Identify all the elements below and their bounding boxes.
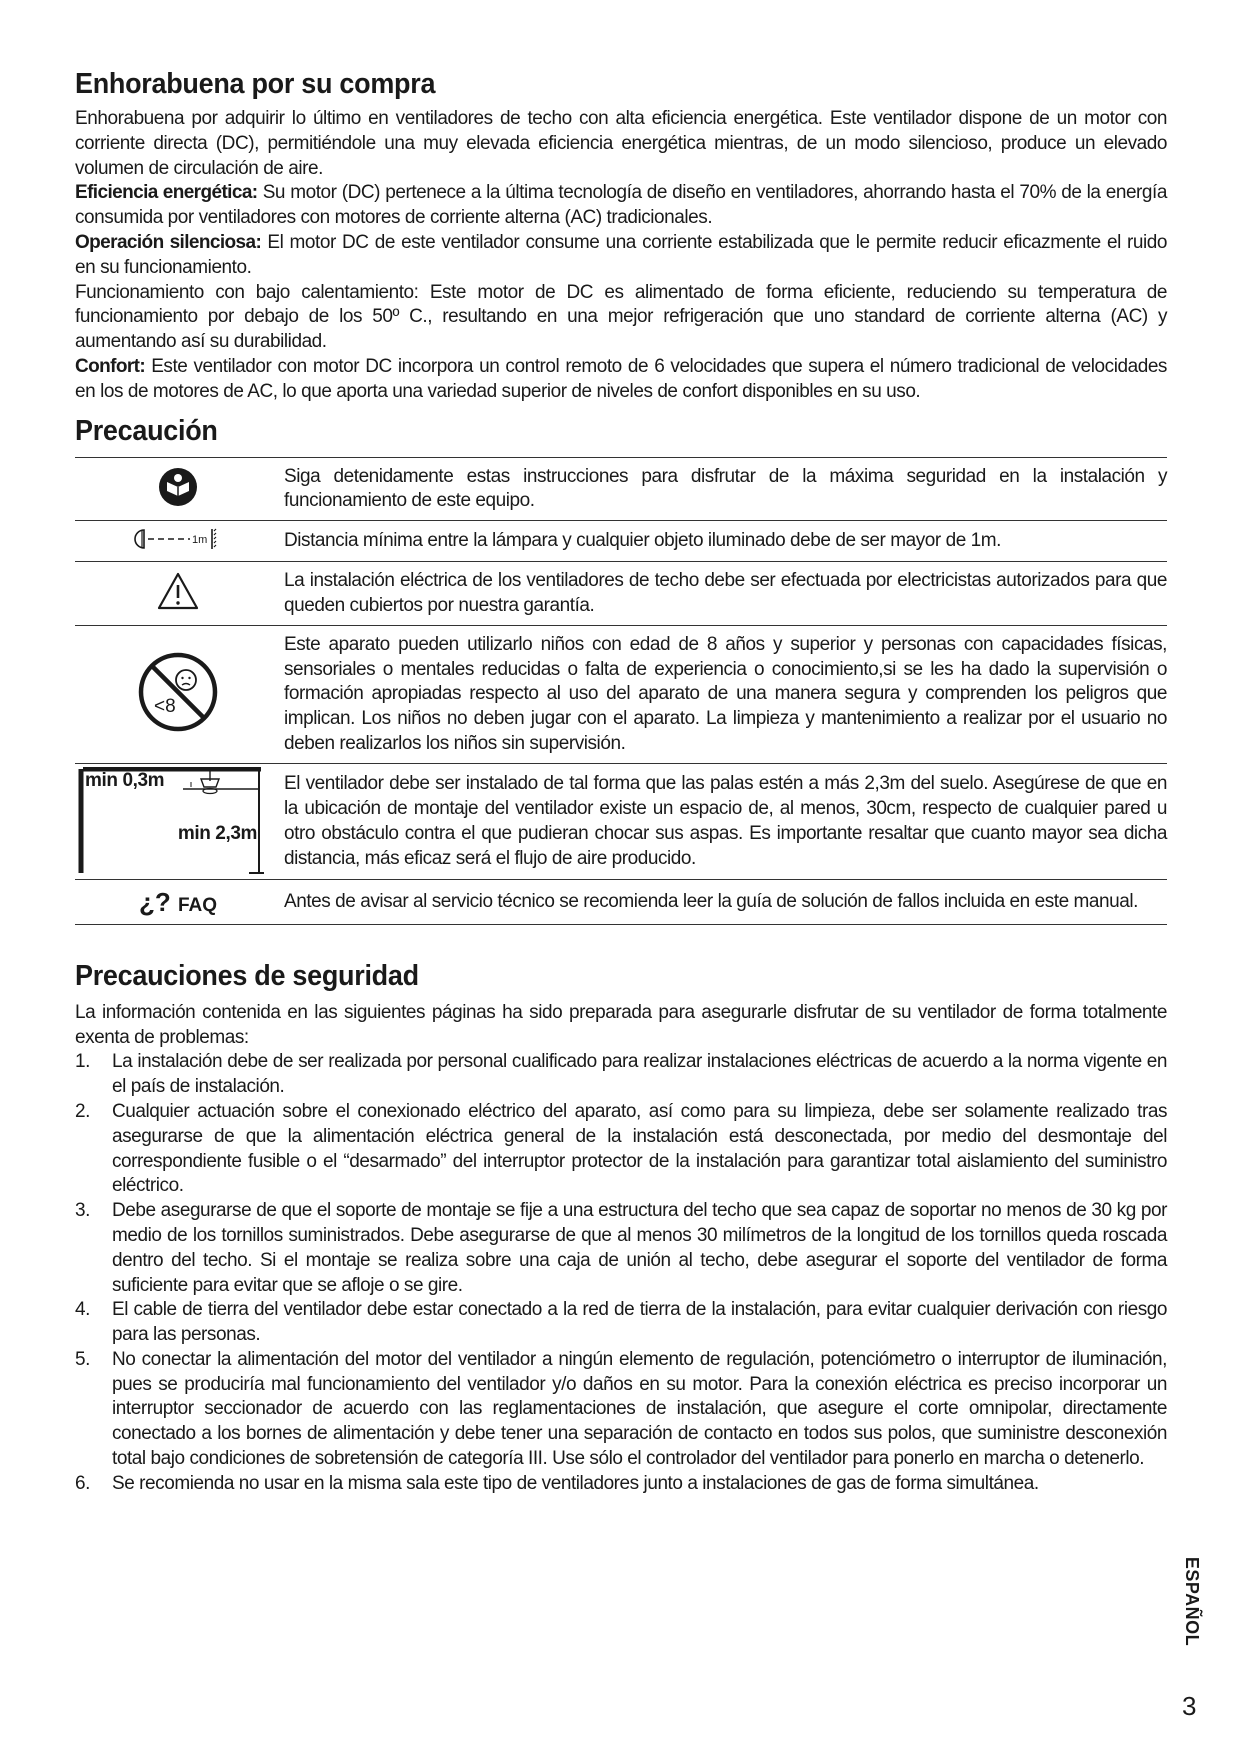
list-item: 4. El cable de tierra del ventilador debe estar conectado a la red de tierra de la instalación, para evitar cualquier derivación con riesgo para las personas. [75, 1299, 1167, 1346]
list-item: 6. Se recomienda no usar en la misma sala este tipo de ventiladores junto a instalaciones de gas de forma simultánea. [75, 1472, 1039, 1494]
lamp-distance-label: 1m [192, 534, 208, 547]
read-instructions-icon [158, 467, 198, 507]
efficiency-label: Eficiencia energética: [75, 182, 258, 204]
silent-paragraph [75, 231, 1167, 281]
caution-text: El ventilador debe ser instalado de tal forma que las palas estén a más 2,3m del suelo. Asegúrese de que en la ubicación de montaje del ventilador existe un espacio de, al menos, 30cm, respecto de cualquier pared u otro obstáculo contra el que pudieran chocar sus aspas. Es importante resaltar que cuanto mayor sea dicha distancia, más eficaz será el flujo de aire producido. [284, 773, 1167, 869]
caution-table [75, 457, 1167, 925]
list-item: 3. Debe asegurarse de que el soporte de montaje se fije a una estructura del techo que sea capaz de soportar no menos de 30 kg por medio de los tornillos suministrados. Debe asegurarse de que al menos 30 milímetros de la longitud de los tornillos queda roscada dentro del techo. Si el montaje se realiza sobre una caja de unión al techo, debe asegurar el soporte del ventilador de forma suficiente para evitar que se afloje o se gire. [75, 1200, 1167, 1296]
document-page [75, 68, 1167, 1497]
page-number: 3 [1182, 1691, 1197, 1721]
caution-text: Siga detenidamente estas instrucciones para disfrutar de la máxima seguridad en la instalación y funcionamiento de este equipo. [284, 465, 1167, 512]
efficiency-paragraph [75, 181, 1167, 231]
language-label: ESPAÑOL [1182, 1556, 1203, 1646]
intro-paragraph: Enhorabuena por adquirir lo último en ventiladores de techo con alta eficiencia energética. Este ventilador dispone de un motor con corriente directa (DC), permitiéndole una muy elevada eficiencia energética mientras, de un modo silencioso, produce un elevado volumen de circulación de aire. [75, 108, 1167, 179]
congratulations-body [75, 107, 1167, 405]
caution-text: Este aparato pueden utilizarlo niños con edad de 8 años y superior y personas con capacidades físicas, sensoriales o mentales reducidas o falta de experiencia o conocimiento,si se les ha dado la supervisión o formación apropiadas respecto al uso del aparato de una manera segura y comprenden los peligros que implican. Los niños no deben jugar con el aparato. La limpieza y mantenimiento a realizar por el usuario no deben realizarlos los niños sin supervisión. [284, 633, 1167, 754]
lamp-distance-icon [130, 528, 226, 550]
faq-icon: ¿? FAQ [138, 886, 218, 917]
section-title-congratulations: Enhorabuena por su compra [75, 68, 436, 100]
safety-intro: La información contenida en las siguientes páginas ha sido preparada para asegurarle disfrutar de su ventilador de forma totalmente exenta de problemas: [75, 1001, 1167, 1048]
low-heat-paragraph: Funcionamiento con bajo calentamiento: Este motor de DC es alimentado de forma eficiente, reduciendo su temperatura de funcionamiento por debajo de los 50º C., resultando en una mejor refrigeración que uno standard de corriente alterna (AC) y aumentando así su durabilidad. [75, 281, 1167, 353]
age-limit-label: <8 [154, 696, 176, 718]
caution-row [75, 521, 1167, 562]
caution-row [75, 562, 1167, 626]
section-title-safety: Precauciones de seguridad [75, 959, 419, 992]
min-height-label: min 2,3m [177, 822, 257, 844]
list-item: 5. No conectar la alimentación del motor del ventilador a ningún elemento de regulación, potenciómetro o interruptor de iluminación, pues se produciría mal funcionamiento del ventilador y/o daños en su motor. Para la conexión eléctrica es preciso incorporar un interruptor seccionador de acuerdo con las reglamentaciones de instalación, que asegure el corte omnipolar, directamente conectado a los bornes de alimentación y debe tener una separación de contacto en todos sus polos, que suministre desconexión total bajo condiciones de sobretensión de categoría III. Use sólo el controlador del ventilador para ponerlo en marcha o detenerlo. [75, 1348, 1167, 1470]
silent-label: Operación silenciosa: [75, 231, 262, 253]
no-children-icon [136, 650, 220, 734]
section-title-caution: Precaución [75, 414, 218, 447]
comfort-label: Confort: [75, 355, 146, 377]
list-item: 1. La instalación debe de ser realizada por personal cualificado para realizar instalaciones eléctricas de acuerdo a la norma vigente en el país de instalación. [75, 1051, 1167, 1098]
min-distance-wall-label: min 0,3m [85, 769, 165, 791]
comfort-text: Este ventilador con motor DC incorpora un control remoto de 6 velocidades que supera el número tradicional de velocidades en los de motores de AC, lo que aporta una variedad superior de niveles de confort disponibles en su uso. [75, 355, 1167, 402]
caution-text: La instalación eléctrica de los ventiladores de techo debe ser efectuada por electricistas autorizados para que queden cubiertos por nuestra garantía. [284, 570, 1167, 616]
caution-row [75, 457, 1167, 521]
list-item: 2. Cualquier actuación sobre el conexionado eléctrico del aparato, así como para su limpieza, debe ser solamente realizado tras asegurarse de que la alimentación eléctrica general de la instalación está desconectada, por medio del desmontaje del correspondiente fusible o el “desarmado” del interruptor protector de la instalación para garantizar total aislamiento del suministro eléctrico. [75, 1100, 1167, 1197]
caution-text: Distancia mínima entre la lámpara y cualquier objeto iluminado debe de ser mayor de 1m. [284, 530, 1002, 552]
efficiency-text: Su motor (DC) pertenece a la última tecnología de diseño en ventiladores, ahorrando hasta el 70% de la energía consumida por ventiladores con motores de corriente alterna (AC) tradicionales. [75, 182, 1167, 229]
safety-list [75, 1050, 1167, 1496]
safety-body [75, 1001, 1167, 1051]
installation-height-diagram [75, 767, 265, 875]
caution-row [75, 763, 1167, 879]
caution-row [75, 879, 1167, 924]
caution-text: Antes de avisar al servicio técnico se recomienda leer la guía de solución de fallos incluida en este manual. [284, 890, 1138, 912]
caution-row [75, 625, 1167, 763]
language-tab [1181, 1551, 1203, 1651]
warning-triangle-icon [156, 571, 200, 611]
comfort-paragraph [75, 355, 1167, 405]
silent-text: El motor DC de este ventilador consume una corriente estabilizada que le permite reducir eficazmente el ruido en su funcionamiento. [75, 231, 1168, 278]
